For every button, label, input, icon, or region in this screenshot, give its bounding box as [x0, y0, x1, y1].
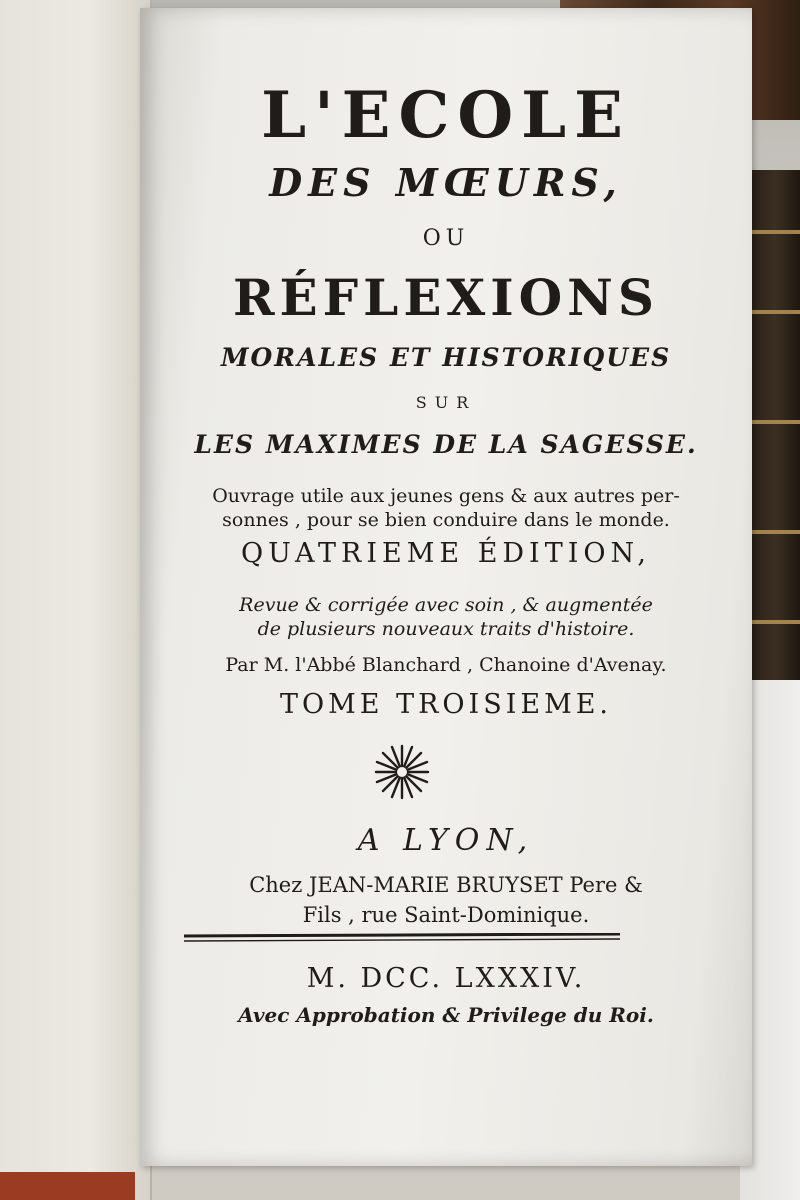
fleuron-icon	[372, 742, 432, 802]
place: A LYON,	[357, 823, 535, 858]
title-line-2: DES MŒURS,	[269, 160, 623, 205]
description	[140, 484, 752, 532]
publisher-line-2: Fils , rue Saint-Dominique.	[302, 903, 590, 927]
title-line-4: RÉFLEXIONS	[233, 268, 659, 327]
privilege: Avec Approbation & Privilege du Roi.	[238, 1003, 654, 1027]
revision-note	[140, 593, 752, 641]
subtitle-line-3: LES MAXIMES DE LA SAGESSE.	[194, 430, 698, 459]
left-facing-page	[0, 0, 152, 1200]
double-rule	[184, 933, 620, 943]
edition: QUATRIEME ÉDITION,	[240, 538, 652, 569]
revision-line-2: de plusieurs nouveaux traits d'histoire.	[257, 618, 635, 640]
year: M. DCC. LXXXIV.	[306, 963, 586, 994]
background-book-spine	[752, 170, 800, 680]
publisher-line-1: Chez JEAN-MARIE BRUYSET Pere &	[249, 873, 643, 897]
volume: TOME TROISIEME.	[279, 689, 613, 720]
title-line-3: OU	[422, 226, 470, 251]
title-page	[140, 8, 752, 1166]
publisher	[140, 870, 752, 930]
description-line-1: Ouvrage utile aux jeunes gens & aux autres per-	[212, 485, 680, 507]
revision-line-1: Revue & corrigée avec soin , & augmentée	[239, 594, 653, 616]
author: Par M. l'Abbé Blanchard , Chanoine d'Avenay.	[225, 654, 667, 676]
subtitle-line-1: MORALES ET HISTORIQUES	[220, 343, 672, 372]
title-line-1: L'ECOLE	[261, 78, 631, 153]
book-cover-edge	[0, 1172, 135, 1200]
description-line-2: sonnes , pour se bien conduire dans le monde.	[222, 509, 670, 531]
subtitle-line-2: SUR	[415, 393, 477, 412]
